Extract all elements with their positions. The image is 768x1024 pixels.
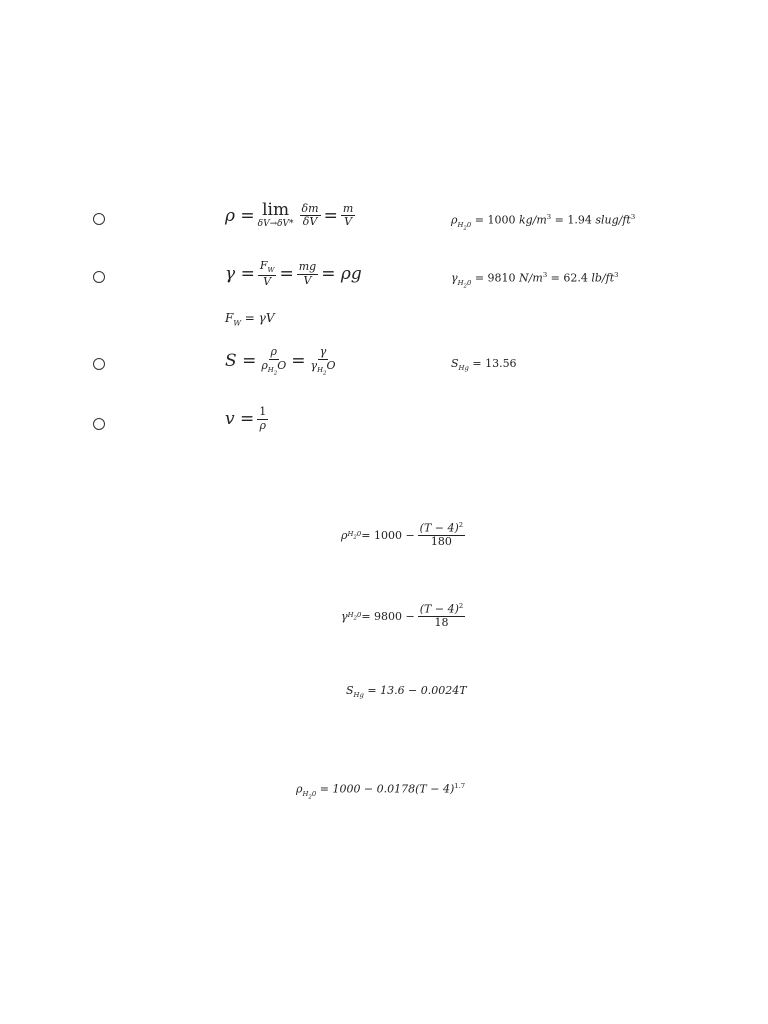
specific-weight-equation: γ = $\frac{F_W}{V}$ = $\frac{mg}{V}$ = ρg (225, 259, 362, 289)
water-specific-weight-temperature-correlation: γ $H_20$ = 9800 − $\frac{(T - 4)^2}{18}$ (341, 602, 464, 630)
mercury-specific-gravity-temperature-correlation: $S_{Hg} = 13.6 - 0.0024T$ (346, 684, 467, 700)
weight-equation: $F_W = \gamma V$ (225, 311, 275, 328)
water-specific-weight-value: $\gamma_{H_20} = 9810$ $N/m^3 = 62.4$ $lb/ft^3$ (451, 271, 619, 290)
water-density-temperature-correlation: ρ $H_20$ = 1000 − $\frac{(T - 4)^2}{180}$ (341, 521, 464, 549)
option-radio-specific-gravity[interactable] (93, 358, 105, 370)
density-equation: ρ = lim δV→δV* $\frac{\delta m}{\delta V}$ = $\frac{m}{V}$ (225, 200, 354, 229)
specific-gravity-equation: S = $\frac{\rho}{\rho_{H_2}O}$ = $\frac{\gamma}{\gamma_{H_2}O}$ (225, 345, 336, 377)
option-radio-specific-volume[interactable] (93, 418, 105, 430)
water-density-value: $\rho_{H_20} = 1000$ $kg/m^3 = 1.94$ slug/$ft^3$ (451, 213, 636, 232)
water-density-power-correlation: $\rho_{H_20} = 1000 - 0.0178(T - 4)^{1.7}$ (296, 782, 466, 801)
option-radio-specific-weight[interactable] (93, 271, 105, 283)
option-radio-density[interactable] (93, 213, 105, 225)
specific-volume-equation: v = $\frac{1}{\rho}$ (225, 405, 267, 432)
mercury-specific-gravity-value: $S_{Hg} = 13.56$ (451, 357, 517, 373)
